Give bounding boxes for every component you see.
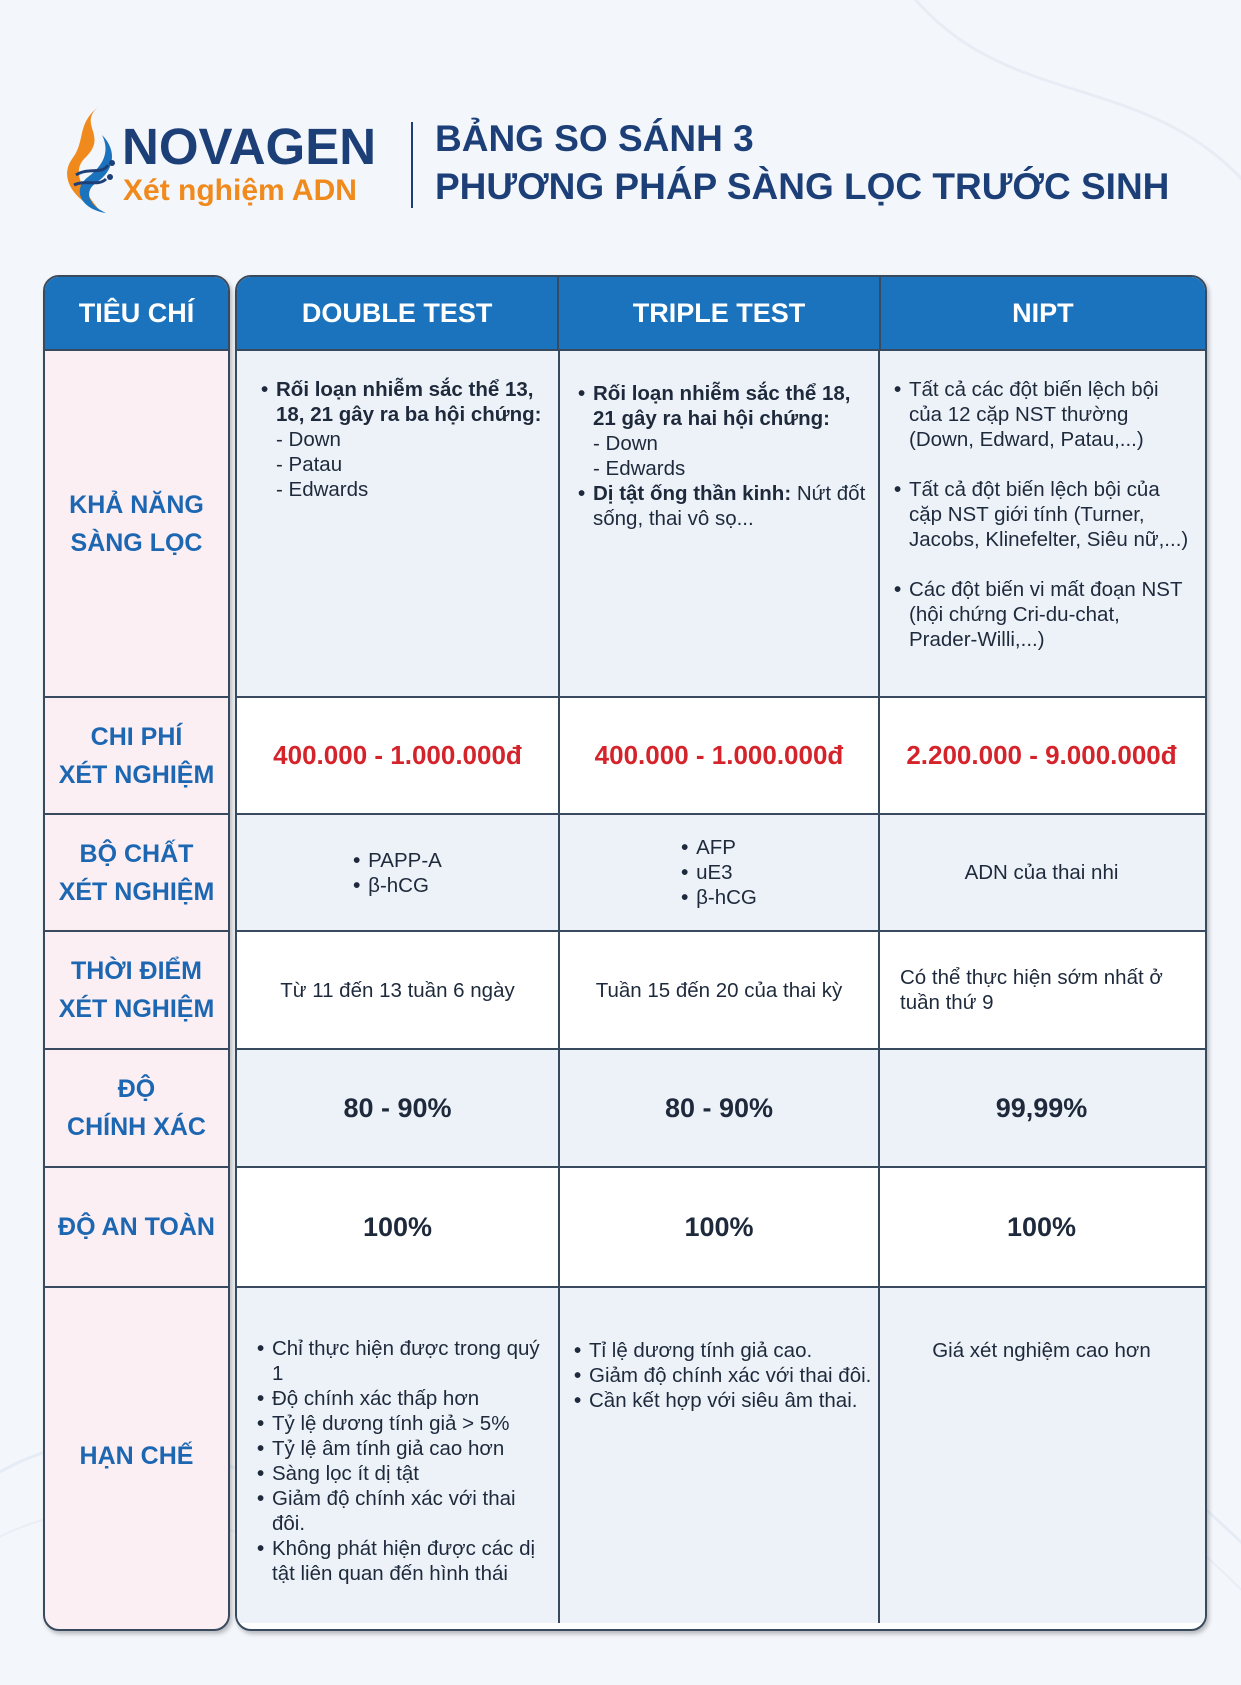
screening-nipt — [878, 351, 1203, 696]
timing-triple: Tuần 15 đến 20 của thai kỳ — [558, 932, 878, 1048]
timing-double: Từ 11 đến 13 tuần 6 ngày — [280, 978, 515, 1002]
limits-double-item: • Sàng lọc ít dị tật — [257, 1461, 540, 1486]
screening-nipt-item: • Tất cả đột biến lệch bội của cặp NST giới tính (Turner, Jacobs, Klinefelter, Siêu nữ,...) — [894, 477, 1193, 552]
criteria-cost-l2: XÉT NGHIỆM — [58, 760, 215, 789]
limits-double-item: • Chỉ thực hiện được trong quý 1 — [257, 1336, 540, 1386]
column-header-triple-test: TRIPLE TEST — [557, 277, 878, 349]
limits-double-item: • Tỷ lệ dương tính giả > 5% — [257, 1411, 540, 1436]
kit-double-item: • PAPP-A — [353, 848, 442, 873]
cost-nipt: 2.200.000 - 9.000.000đ — [878, 698, 1203, 813]
limits-double-item: • Tỷ lệ âm tính giả cao hơn — [257, 1436, 540, 1461]
cost-triple: 400.000 - 1.000.000đ — [558, 698, 878, 813]
screening-double — [237, 351, 558, 696]
criteria-timing-l1: THỜI ĐIỂM — [70, 957, 203, 985]
kit-double — [237, 815, 558, 930]
cost-double: 400.000 - 1.000.000đ — [273, 740, 522, 770]
kit-triple — [558, 815, 878, 930]
timing-nipt: Có thể thực hiện sớm nhất ở tuần thứ 9 — [878, 932, 1203, 1048]
criteria-limits: HẠN CHẾ — [45, 1286, 228, 1623]
brand-name: NOVAGEN — [122, 118, 377, 175]
criteria-accuracy-l2: CHÍNH XÁC — [67, 1113, 206, 1141]
safety-nipt: 100% — [878, 1168, 1203, 1286]
screening-double-item: - Patau — [276, 453, 343, 476]
limits-triple-item: • Cần kết hợp với siêu âm thai. — [574, 1388, 872, 1413]
screening-double-bullet: Rối loạn nhiễm sắc thể 13, 18, 21 gây ra ba hội chứng: — [276, 378, 542, 426]
accuracy-double: 80 - 90% — [343, 1092, 452, 1123]
screening-double-item: - Edwards — [276, 478, 369, 501]
comparison-table — [235, 275, 1207, 1631]
column-header-double-test: DOUBLE TEST — [301, 297, 493, 328]
kit-triple-item: • β-hCG — [681, 885, 757, 910]
criteria-safety: ĐỘ AN TOÀN — [45, 1166, 228, 1286]
criteria-timing — [45, 930, 228, 1048]
limits-triple-item: • Tỉ lệ dương tính giả cao. — [574, 1338, 872, 1363]
kit-double-item: • β-hCG — [353, 873, 442, 898]
screening-triple — [558, 351, 878, 696]
criteria-cost — [45, 696, 228, 813]
criteria-kit — [45, 813, 228, 930]
criteria-column — [43, 275, 230, 1631]
limits-nipt: Giá xét nghiệm cao hơn — [878, 1288, 1203, 1623]
kit-nipt: ADN của thai nhi — [878, 815, 1203, 930]
screening-triple-item: - Edwards — [593, 457, 686, 480]
criteria-screening-l1: KHẢ NĂNG — [69, 490, 204, 519]
limits-double-item: • Không phát hiện được các dị tật liên quan đến hình thái — [257, 1536, 540, 1586]
table-row-cost — [237, 696, 1205, 813]
kit-triple-item: • AFP — [681, 835, 757, 860]
table-row-safety — [237, 1166, 1205, 1286]
screening-nipt-item: • Các đột biến vi mất đoạn NST (hội chứng Cri-du-chat, Prader-Willi,...) — [894, 577, 1193, 652]
safety-double: 100% — [362, 1211, 433, 1242]
criteria-header: TIÊU CHÍ — [45, 277, 228, 349]
header-divider — [411, 122, 413, 208]
criteria-accuracy-l1: ĐỘ — [117, 1075, 156, 1103]
limits-double-item: • Độ chính xác thấp hơn — [257, 1386, 540, 1411]
criteria-timing-l2: XÉT NGHIỆM — [58, 995, 215, 1023]
screening-triple-bullet2-bold: Dị tật ống thần kinh: — [593, 482, 792, 505]
screening-double-item: - Down — [276, 428, 341, 451]
dna-flame-icon — [58, 105, 124, 215]
criteria-screening — [45, 349, 228, 696]
criteria-screening-l2: SÀNG LỌC — [70, 528, 203, 557]
page-title-line2: PHƯƠNG PHÁP SÀNG LỌC TRƯỚC SINH — [435, 166, 1170, 207]
criteria-kit-l1: BỘ CHẤT — [79, 839, 194, 868]
accuracy-triple: 80 - 90% — [558, 1050, 878, 1166]
limits-triple-item: • Giảm độ chính xác với thai đôi. — [574, 1363, 872, 1388]
limits-triple — [558, 1288, 878, 1623]
limits-double-item: • Giảm độ chính xác với thai đôi. — [257, 1486, 540, 1536]
limits-double — [237, 1288, 558, 1623]
criteria-kit-l2: XÉT NGHIỆM — [58, 877, 215, 906]
criteria-cost-l1: CHI PHÍ — [90, 722, 183, 751]
brand-tagline: Xét nghiệm ADN — [123, 174, 357, 207]
page-title-line1: BẢNG SO SÁNH 3 — [435, 118, 754, 159]
screening-nipt-item: • Tất cả các đột biến lệch bội của 12 cặp NST thường (Down, Edward, Patau,...) — [894, 377, 1193, 452]
kit-triple-item: • uE3 — [681, 860, 757, 885]
screening-triple-item: - Down — [593, 432, 658, 455]
table-row-screening — [237, 349, 1205, 696]
table-row-limits — [237, 1286, 1205, 1623]
accuracy-nipt: 99,99% — [878, 1050, 1203, 1166]
table-header-row — [237, 277, 1205, 349]
table-row-timing — [237, 930, 1205, 1048]
column-header-nipt: NIPT — [879, 277, 1205, 349]
criteria-accuracy — [45, 1048, 228, 1166]
table-row-kit — [237, 813, 1205, 930]
novagen-logo — [58, 105, 398, 215]
screening-triple-bullet: Rối loạn nhiễm sắc thể 18, 21 gây ra hai hội chứng: — [593, 382, 851, 430]
screening-triple-bullet2-rest: Nứt đốt sống, thai vô sọ... — [593, 482, 866, 530]
safety-triple: 100% — [558, 1168, 878, 1286]
table-row-accuracy — [237, 1048, 1205, 1166]
